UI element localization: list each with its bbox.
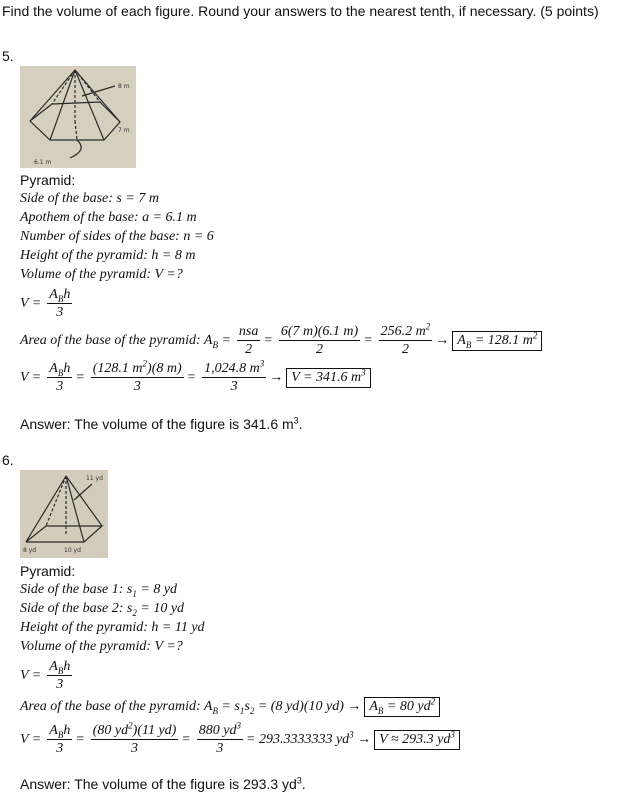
problem-5-type: Pyramid: bbox=[20, 172, 76, 188]
frac-num: $A_Bh$ bbox=[49, 361, 71, 378]
formula-lhs: V = bbox=[20, 295, 42, 311]
frac-num: $A_Bh$ bbox=[49, 659, 71, 676]
area-line: Area of the base of the pyramid: $A_B = s_1s_2 = (8$ yd)(10 yd) → bbox=[20, 699, 362, 716]
frac-den: 3 bbox=[131, 741, 139, 756]
p6-unknown: Volume of the pyramid: V =? bbox=[20, 639, 183, 654]
equals: = bbox=[263, 332, 273, 348]
frac-den: 2 bbox=[401, 342, 409, 357]
equals: = bbox=[186, 369, 197, 385]
problem-6-number: 6. bbox=[2, 452, 14, 468]
equals: = bbox=[75, 369, 85, 385]
apothem-label: 6.1 m bbox=[34, 159, 52, 166]
p5-volume-computation bbox=[20, 360, 374, 395]
frac-den: 3 bbox=[216, 741, 224, 756]
p6-area-computation bbox=[20, 697, 443, 717]
p5-given-apothem: Apothem of the base: a = 6.1 m bbox=[20, 210, 197, 225]
side2-label: 10 yd bbox=[64, 547, 81, 554]
volume-result-box: V = 341.6 $m^3$ bbox=[286, 368, 370, 388]
frac-num: 6(7 m)(6.1 m) bbox=[280, 324, 359, 339]
equals: = bbox=[75, 731, 85, 747]
arrow: → bbox=[435, 332, 450, 348]
height-label: 8 m bbox=[118, 83, 130, 90]
equals: = bbox=[181, 731, 191, 747]
p6-volume-formula bbox=[20, 658, 75, 693]
p5-area-computation bbox=[20, 323, 545, 358]
arrow: → bbox=[269, 369, 284, 385]
p5-answer: Answer: The volume of the figure is 341.6 $m^3$. bbox=[20, 415, 303, 432]
rectangular-pyramid-figure bbox=[20, 470, 108, 558]
p5-volume-formula bbox=[20, 286, 75, 321]
instructions: Find the volume of each figure. Round your answers to the nearest tenth, if necessary. (5 points) bbox=[2, 3, 599, 19]
frac-num: $A_Bh$ bbox=[49, 723, 71, 740]
frac-num: 880 $yd^3$ bbox=[198, 720, 241, 738]
p5-given-height: Height of the pyramid: h = 8 m bbox=[20, 248, 196, 263]
frac-den: 2 bbox=[316, 342, 324, 357]
p5-given-n: Number of sides of the base: n = 6 bbox=[20, 229, 214, 244]
frac-den: 3 bbox=[230, 379, 238, 394]
formula-lhs: V = bbox=[20, 667, 42, 683]
frac-num: nsa bbox=[238, 324, 259, 339]
frac-den: 3 bbox=[133, 379, 141, 394]
frac-num: (128.1 $m^2)(8$ m) bbox=[92, 358, 182, 376]
frac-den: 3 bbox=[56, 305, 64, 320]
p6-volume-computation bbox=[20, 722, 463, 757]
p6-given-side1: Side of the base 1: $s_1 = 8$ yd bbox=[20, 582, 178, 599]
frac-num: 256.2 $m^2$ bbox=[380, 321, 431, 339]
p5-given-side: Side of the base: s = 7 m bbox=[20, 191, 159, 206]
frac-num: 1,024.8 $m^3$ bbox=[204, 358, 265, 376]
area-label: Area of the base of the pyramid: $A_B$ = bbox=[20, 332, 231, 350]
p6-given-height: Height of the pyramid: h = 11 yd bbox=[20, 620, 205, 635]
frac-den: 3 bbox=[56, 677, 64, 692]
frac-den: 2 bbox=[245, 342, 253, 357]
frac-den: 3 bbox=[56, 741, 64, 756]
equals: = bbox=[363, 332, 373, 348]
formula-lhs: V = bbox=[20, 369, 42, 385]
frac-num: $A_Bh$ bbox=[49, 287, 71, 304]
height-label: 11 yd bbox=[86, 475, 103, 482]
decimal-result: = 293.3333333 $yd^3$ → bbox=[246, 728, 372, 747]
frac-num: (80 $yd^2)(11$ yd) bbox=[92, 720, 177, 738]
rectangular-pyramid-drawing bbox=[20, 470, 108, 558]
p6-given-side2: Side of the base 2: $s_2 = 10$ yd bbox=[20, 601, 185, 618]
problem-5-number: 5. bbox=[2, 48, 14, 64]
area-result-box: $A_B = 80$ $yd^2$ bbox=[364, 697, 440, 717]
side-label: 7 m bbox=[118, 127, 130, 134]
frac-den: 3 bbox=[56, 379, 64, 394]
p5-unknown: Volume of the pyramid: V =? bbox=[20, 267, 183, 282]
formula-lhs: V = bbox=[20, 731, 42, 747]
p6-answer: Answer: The volume of the figure is 293.3 $yd^3$. bbox=[20, 775, 306, 792]
side1-label: 8 yd bbox=[23, 547, 37, 554]
area-result-box: $A_B = 128.1$ $m^2$ bbox=[452, 331, 542, 351]
problem-6-type: Pyramid: bbox=[20, 563, 76, 579]
volume-result-box: V ≈ 293.3 $yd^3$ bbox=[374, 730, 460, 750]
hexagonal-pyramid-drawing bbox=[20, 66, 136, 168]
hexagonal-pyramid-figure bbox=[20, 66, 136, 168]
